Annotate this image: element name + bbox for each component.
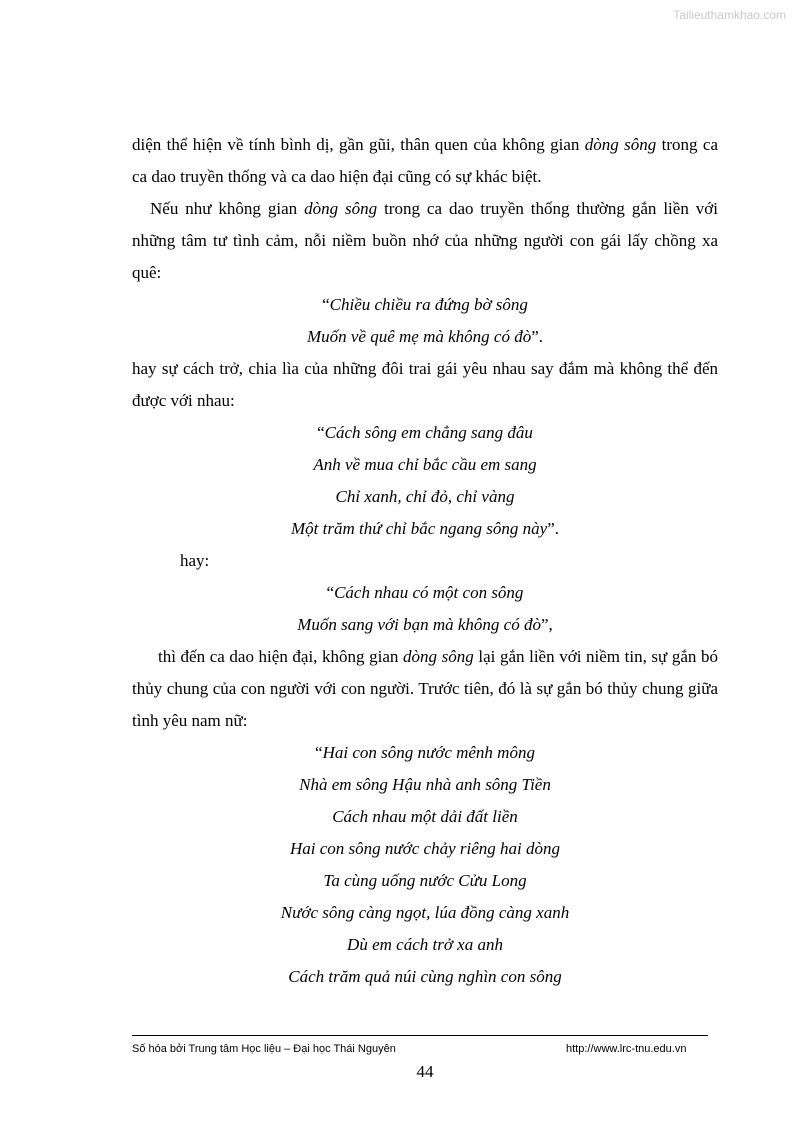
verse-text: Nhà em sông Hậu nhà anh sông Tiền xyxy=(299,775,551,794)
verse-line xyxy=(132,289,718,321)
paragraph-text: diện thể hiện về tính bình dị, gần gũi, thân quen của không gian xyxy=(132,135,585,154)
footer-url[interactable]: http://www.lrc-tnu.edu.vn xyxy=(566,1043,687,1055)
close-quote: ”. xyxy=(547,519,560,538)
verse-text: Muốn sang với bạn mà không có đò xyxy=(297,615,541,634)
verse-line xyxy=(132,769,718,801)
verse-text: Ta cùng uống nước Cửu Long xyxy=(323,871,527,890)
page-body xyxy=(132,129,718,993)
verse-line xyxy=(132,865,718,897)
verse-line xyxy=(132,417,718,449)
verse-line xyxy=(132,961,718,993)
verse-text: Hai con sông nước mênh mông xyxy=(322,743,535,762)
verse-line xyxy=(132,801,718,833)
verse-line xyxy=(132,929,718,961)
emphasis: dòng sông xyxy=(403,647,474,666)
verse-block xyxy=(132,577,718,641)
verse-text: Cách trăm quả núi cùng nghìn con sông xyxy=(288,967,562,986)
paragraph: hay: xyxy=(180,551,210,570)
verse-text: Một trăm thứ chỉ bắc ngang sông này xyxy=(290,519,548,538)
verse-block xyxy=(132,737,718,993)
open-quote: “ xyxy=(326,583,335,602)
verse-text: Chỉ xanh, chỉ đỏ, chỉ vàng xyxy=(335,487,515,506)
verse-text: Dù em cách trở xa anh xyxy=(347,935,503,954)
emphasis: dòng sông xyxy=(584,135,657,154)
verse-block xyxy=(132,417,718,545)
open-quote: “ xyxy=(315,743,323,762)
verse-text: Chiều chiều ra đứng bờ sông xyxy=(329,295,528,314)
paragraph-text: trong ca dao truyền thống thường gắn liền với những tâm tư tình cảm, nỗi niềm buồn nhớ của những người con gái lấy chồng xa quê: xyxy=(132,199,718,282)
emphasis: dòng sông xyxy=(304,199,378,218)
verse-line xyxy=(132,481,718,513)
verse-line xyxy=(132,833,718,865)
verse-text: Cách nhau có một con sông xyxy=(334,583,524,602)
paragraph-text: Nếu như không gian xyxy=(150,199,305,218)
paragraph: hay sự cách trở, chia lìa của những đôi trai gái yêu nhau say đắm mà không thể đến được với nhau: xyxy=(132,359,718,410)
open-quote: “ xyxy=(317,423,325,442)
verse-text: Hai con sông nước chảy riêng hai dòng xyxy=(290,839,560,858)
watermark: Tailieuthamkhao.com xyxy=(673,8,786,22)
verse-text: Cách sông em chẳng sang đâu xyxy=(324,423,533,442)
verse-line xyxy=(132,321,718,353)
close-quote: ”. xyxy=(531,327,544,346)
paragraph-text: thì đến ca dao hiện đại, không gian xyxy=(158,647,404,666)
verse-text: Cách nhau một dải đất liền xyxy=(332,807,518,826)
verse-text: Nước sông càng ngọt, lúa đồng càng xanh xyxy=(280,903,570,922)
paragraph xyxy=(132,129,718,193)
verse-line xyxy=(132,449,718,481)
paragraph-text: lại gắn liền với niềm tin, sự gắn bó thủy chung của con người với con người. Trước tiên, đó là sự gắn bó thủy chung giữa tình yêu nam nữ: xyxy=(132,647,719,730)
footer-source: Số hóa bởi Trung tâm Học liệu – Đại học Thái Nguyên xyxy=(132,1043,396,1055)
verse-line xyxy=(132,513,718,545)
verse-line xyxy=(132,897,718,929)
verse-text: Anh về mua chỉ bắc cầu em sang xyxy=(313,455,537,474)
paragraph xyxy=(132,193,718,289)
verse-text: Muốn về quê mẹ mà không có đò xyxy=(306,327,532,346)
verse-line xyxy=(132,737,718,769)
open-quote: “ xyxy=(322,295,330,314)
verse-line xyxy=(132,609,718,641)
page-number: 44 xyxy=(416,1062,434,1081)
verse-block xyxy=(132,289,718,353)
close-quote: ”, xyxy=(540,615,553,634)
verse-line xyxy=(132,577,718,609)
footer-divider xyxy=(132,1035,708,1036)
paragraph-text: trong ca ca dao truyền thống và ca dao hiện đại cũng có sự khác biệt. xyxy=(132,135,718,186)
paragraph xyxy=(132,641,718,737)
